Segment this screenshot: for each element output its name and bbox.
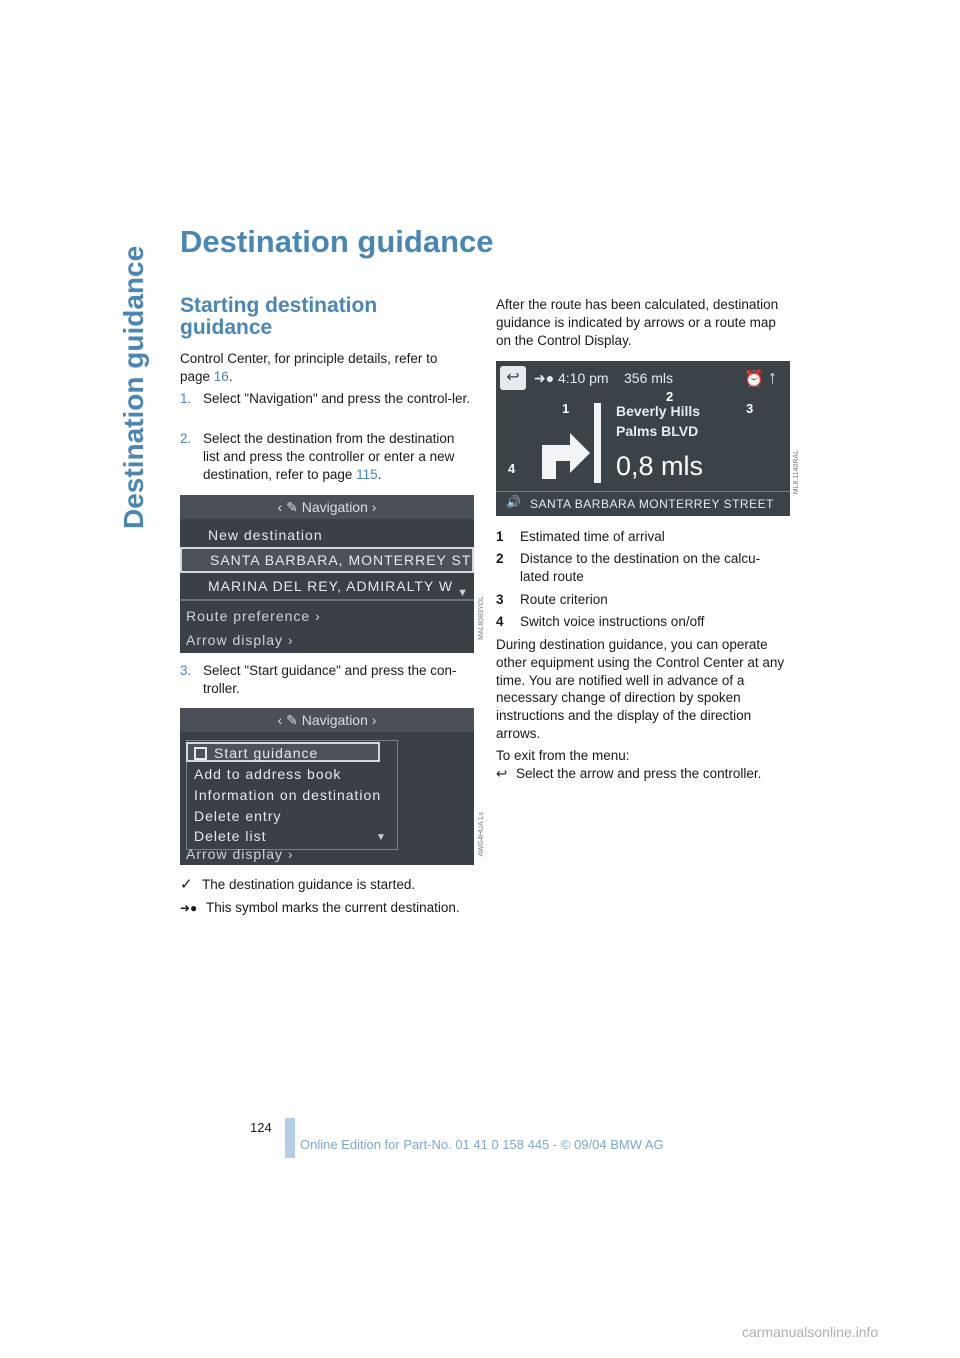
legend-number: 4 (496, 614, 504, 629)
divider (496, 491, 790, 492)
menu-item[interactable]: Arrow display › (186, 846, 294, 862)
side-tab: Destination guidance (118, 245, 149, 529)
step-2 (180, 430, 470, 486)
legend-item (496, 528, 786, 548)
step-text-b: . (377, 466, 382, 482)
step-1 (180, 390, 470, 430)
menu-item-selected[interactable]: Start guidance (186, 742, 380, 762)
step-text (203, 430, 471, 483)
step-number: 1. (180, 391, 192, 406)
section-title: Starting destination guidance (180, 294, 378, 339)
legend-number: 2 (496, 551, 504, 566)
image-code: AWG4HUA.Ls (478, 812, 485, 857)
menu-item-selected[interactable]: SANTA BARBARA, MONTERREY ST (180, 547, 474, 573)
legend-text: Distance to the destination on the calcu-lated route (520, 551, 761, 584)
exit-paragraph: To exit from the menu: (496, 748, 630, 763)
footer-bar (285, 1118, 295, 1158)
edition-note: Online Edition for Part-No. 01 41 0 158 445 - © 09/04 BMW AG (300, 1137, 664, 1152)
menu-item[interactable]: Route preference › (186, 608, 321, 624)
scroll-down-icon: ▼ (457, 587, 468, 599)
menu-screenshot-2 (180, 708, 474, 865)
current-street: SANTA BARBARA MONTERREY STREET (530, 497, 774, 511)
menu-item[interactable]: MARINA DEL REY, ADMIRALTY W (208, 578, 454, 594)
scroll-down-icon: ▼ (376, 832, 386, 843)
step-number: 2. (180, 431, 192, 446)
right-intro: After the route has been calculated, destination guidance is indicated by arrows or a route map on the Control Display. (496, 297, 779, 348)
street-name-1: Beverly Hills (616, 403, 701, 419)
image-code: ML8.1140RAL (793, 450, 800, 495)
menu-screenshot-1 (180, 495, 474, 653)
distance-to-turn: 0,8 mls (616, 451, 704, 481)
step-number: 3. (180, 663, 192, 678)
page-number: 124 (250, 1120, 272, 1135)
menu-item[interactable]: Delete list (194, 828, 267, 844)
legend-text: Switch voice instructions on/off (520, 614, 705, 629)
navigation-display (496, 361, 790, 516)
step-3 (180, 662, 470, 702)
legend-number: 3 (496, 592, 504, 607)
destination-arrows-icon: ➜● (534, 370, 555, 386)
image-code: MAL8083YOL (478, 596, 485, 640)
callout-4: 4 (508, 461, 516, 476)
progress-bar (594, 403, 601, 483)
page-link-115[interactable]: 115 (356, 466, 378, 482)
menu-header: ‹ ✎ Navigation › (180, 708, 474, 732)
up-arrow-icon: ↑ (768, 367, 777, 387)
legend-text: Route criterion (520, 592, 608, 607)
watermark: carmanualsonline.info (742, 1324, 879, 1340)
menu-item[interactable]: Add to address book (194, 766, 342, 782)
checkbox-icon (194, 747, 207, 760)
page-link-16[interactable]: 16 (213, 368, 229, 384)
destination-symbol-icon: ➜● (180, 901, 198, 915)
exit-instruction (496, 765, 761, 783)
during-paragraph: During destination guidance, you can operate other equipment using the Control Center at any time. You are notified well in advance of a necessary change of direction by spoken instructions and the display of the direction arrows. (496, 637, 785, 741)
menu-header: ‹ ✎ Navigation › (180, 495, 474, 519)
arrival-time: 4:10 pm (558, 370, 609, 386)
step-text: Select "Navigation" and press the control-ler. (203, 391, 470, 406)
step-text: Select "Start guidance" and press the con-troller. (203, 663, 457, 696)
speaker-icon[interactable]: 🔊 (506, 495, 521, 509)
callout-1: 1 (562, 401, 570, 416)
note-symbol-text: This symbol marks the current destination. (206, 900, 460, 915)
intro-paragraph (180, 350, 470, 386)
back-arrow-icon: ↩ (496, 766, 508, 781)
exit-instruction-text: Select the arrow and press the controller. (516, 766, 762, 781)
callout-3: 3 (746, 401, 754, 416)
alarm-clock-icon: ⏰ (744, 371, 764, 388)
note-started (180, 876, 415, 894)
step-text-a: Select the destination from the destination list and press the controller or enter a new destination, refer to page (203, 431, 455, 482)
intro-text: Control Center, for principle details, refer to page (180, 351, 438, 384)
callout-2: 2 (666, 389, 674, 404)
note-started-text: The destination guidance is started. (202, 877, 416, 892)
street-name-2: Palms BLVD (616, 423, 699, 439)
legend-item (496, 591, 786, 611)
menu-divider (180, 599, 474, 601)
note-symbol (180, 899, 460, 918)
page-title: Destination guidance (180, 224, 494, 259)
menu-item[interactable]: New destination (208, 527, 323, 543)
turn-right-arrow-icon (536, 423, 592, 481)
legend-text: Estimated time of arrival (520, 529, 665, 544)
menu-item[interactable]: Information on destination (194, 787, 382, 803)
menu-item[interactable]: Delete entry (194, 808, 282, 824)
legend-item (496, 550, 786, 590)
total-distance: 356 mls (624, 370, 674, 386)
back-arrow-icon[interactable]: ↩ (500, 366, 526, 390)
intro-end: . (228, 368, 233, 384)
legend-number: 1 (496, 529, 504, 544)
legend-item (496, 613, 786, 633)
checkmark-icon: ✓ (180, 876, 193, 893)
menu-item[interactable]: Arrow display › (186, 632, 294, 648)
